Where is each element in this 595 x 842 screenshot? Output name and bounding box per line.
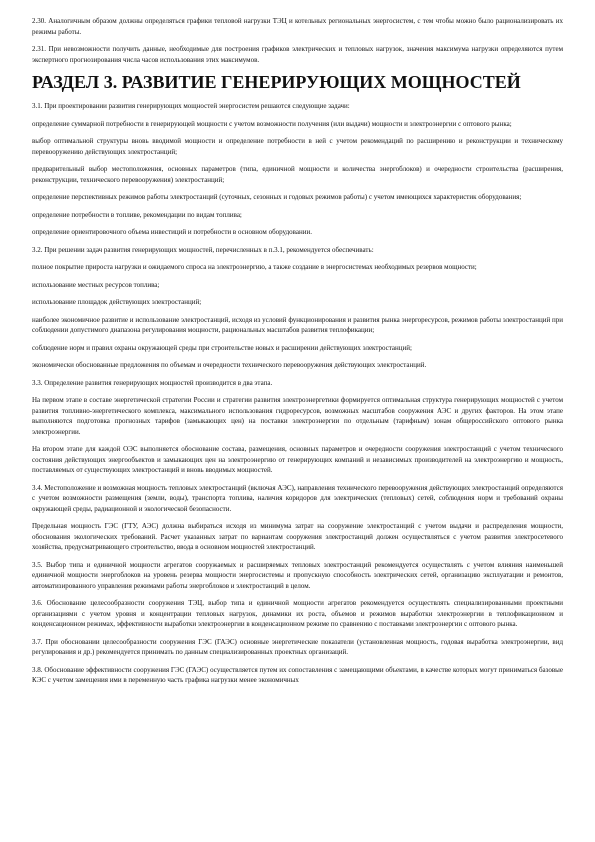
paragraph-19: Предельная мощность ГЭС (ГТУ, АЭС) должна выбираться исходя из минимума затрат на сооружение электростанций с учетом выдачи и распределения мощности, обоснования экологических требований. Расчет указанных затрат по вариантам сооружения электростанций должен осуществляться с учетом развития электросетевого хозяйства, предусматривающего строительство, ввода в основном мощностей электростанций. — [32, 522, 563, 551]
paragraph-22: 3.7. При обосновании целесообразности сооружения ГЭС (ГАЭС) основные энергетические показатели (установленная мощность, годовая выработка электроэнергии, вид регулирования и др.) рекомендуется принимать по данным специализированных проектных организаций. — [32, 637, 563, 656]
paragraph-14: экономически обоснованные предложения по объемам и очередности технического перевооружения действующих электростанций. — [32, 361, 427, 369]
paragraph-17: На втором этапе для каждой ОЭС выполняется обоснование состава, размещения, основных параметров и очередности сооружения электростанций с учетом технического состояния действующих энергообъектов и замыкающих цен на электроэнергию от генерирующих компаний и независимых производителей на электроэнергию и мощность, поставляемых от существующих электростанций и вновь вводимых мощностей. — [32, 445, 563, 474]
paragraph-11: использование площадок действующих электростанций; — [32, 298, 202, 306]
paragraph-8: 3.2. При решении задач развития генерирующих мощностей, перечисленных в п.3.1, рекомендуется обеспечивать: — [32, 245, 374, 254]
paragraph-10: использование местных ресурсов топлива; — [32, 280, 160, 289]
section-body — [32, 101, 563, 686]
paragraph-2: определение суммарной потребности в генерирующей мощности с учетом возможности получения (или выдачи) мощности и электроэнергии с оптового рынка; — [32, 119, 512, 128]
paragraph-21: 3.6. Обоснование целесообразности сооружения ТЭЦ, выбор типа и единичной мощности агрегатов рекомендуется осуществлять специализированными проектными организациями с учетом уровня и концентрации тепловых нагрузок, динамики их роста, объемов и режимов выработки электроэнергии в теплофикационном и конденсационном режимах, эффективности выработки электроэнергии в конденсационном режиме по сравнению с поставками электроэнергии с оптового рынка. — [32, 599, 563, 628]
paragraph-5: определение перспективных режимов работы электростанций (суточных, сезонных и годовых режимов работы) с учетом имеющихся характеристик оборудования; — [32, 193, 522, 201]
paragraph-1: 3.1. При проектировании развития генерирующих мощностей энергосистем решаются следующие задачи: — [32, 102, 350, 110]
paragraph-16: На первом этапе в составе энергетической стратегии России и стратегии развития электроэнергетики формируется оптимальная структура генерирующих мощностей с учетом развития топливно-энергетического комплекса, максимального использования гидроресурсов, возможных масштабов сооружения АЭС и других факторов. На этом этапе выполняются подготовка прогнозных тарифов (замыкающих цен) на поставки электроэнергии по отдельным (тарифным) зонам общероссийского оптового рынка электроэнергии. — [32, 396, 563, 436]
paragraph-15: 3.3. Определение развития генерирующих мощностей производится в два этапа. — [32, 378, 273, 387]
section-title: РАЗДЕЛ 3. РАЗВИТИЕ ГЕНЕРИРУЮЩИХ МОЩНОСТЕЙ — [32, 72, 521, 92]
paragraph-7: определение ориентировочного объема инвестиций и потребности в основном оборудовании. — [32, 228, 312, 236]
intro-paragraph-2: 2.31. При невозможности получить данные, необходимые для построения графиков электрических и тепловых нагрузок, значения максимума нагрузки определяются путем экспертного прогнозирования числа часов использования этих максимумов. — [32, 45, 563, 64]
paragraph-9: полное покрытие прироста нагрузки и ожидаемого спроса на электроэнергию, а также создание в энергосистемах необходимых резервов мощности; — [32, 263, 477, 271]
paragraph-4: предварительный выбор местоположения, основных параметров (типа, единичной мощности и количества энергоблоков) и очередности строительства (расширения, реконструкции, технического перевооружения) электростанций; — [32, 165, 563, 184]
paragraph-6: определение потребности в топливе, рекомендации по видам топлива; — [32, 210, 242, 219]
paragraph-3: выбор оптимальной структуры вновь вводимой мощности и определение потребности в ней с учетом рекомендаций по расширению и реконструкции и техническому перевооружению действующих электростанций; — [32, 137, 563, 156]
paragraph-18: 3.4. Местоположение и возможная мощность тепловых электростанций (включая АЭС), направления технического перевооружения действующих электростанций определяются с учетом возможности размещения (земли, воды), транспорта топлива, наличия коридоров для электрических (тепловых) сетей, соблюдения норм и требований охраны окружающей среды, радиационной и экологической безопасности. — [32, 483, 563, 513]
paragraph-23: 3.8. Обоснование эффективности сооружения ГЭС (ГАЭС) осуществляется путем их сопоставления с замещающими объектами, в качестве которых могут приниматься базовые КЭС с учетом замещения ими в переменную часть графика нагрузки менее экономичных — [32, 665, 563, 684]
paragraph-20: 3.5. Выбор типа и единичной мощности агрегатов сооружаемых и расширяемых тепловых электростанций рекомендуется осуществлять с учетом влияния наименьшей единичной мощности энергоблоков на уровень резерва мощности энергосистемы и пропускную способность электрических сетей, организацию эксплуатации и ремонтов, автоматизированного управления режимами работы энергоблоков и электростанций в целом. — [32, 560, 563, 590]
intro-block — [32, 16, 563, 65]
intro-paragraph-1: 2.30. Аналогичным образом должны определяться графики тепловой нагрузки ТЭЦ и котельных региональных энергосистем, с тем чтобы можно было рационализировать их режимы работы. — [32, 17, 563, 36]
paragraph-13: соблюдение норм и правил охраны окружающей среды при строительстве новых и расширении действующих электростанций; — [32, 343, 412, 352]
paragraph-12: наиболее экономичное развитие и использование электростанций, исходя из условий функционирования и развития рынка энергоресурсов, режимов работы электростанций при соблюдении допустимого диапазона регулирования мощности, рациональных масштабов развития теплофикации; — [32, 315, 563, 334]
